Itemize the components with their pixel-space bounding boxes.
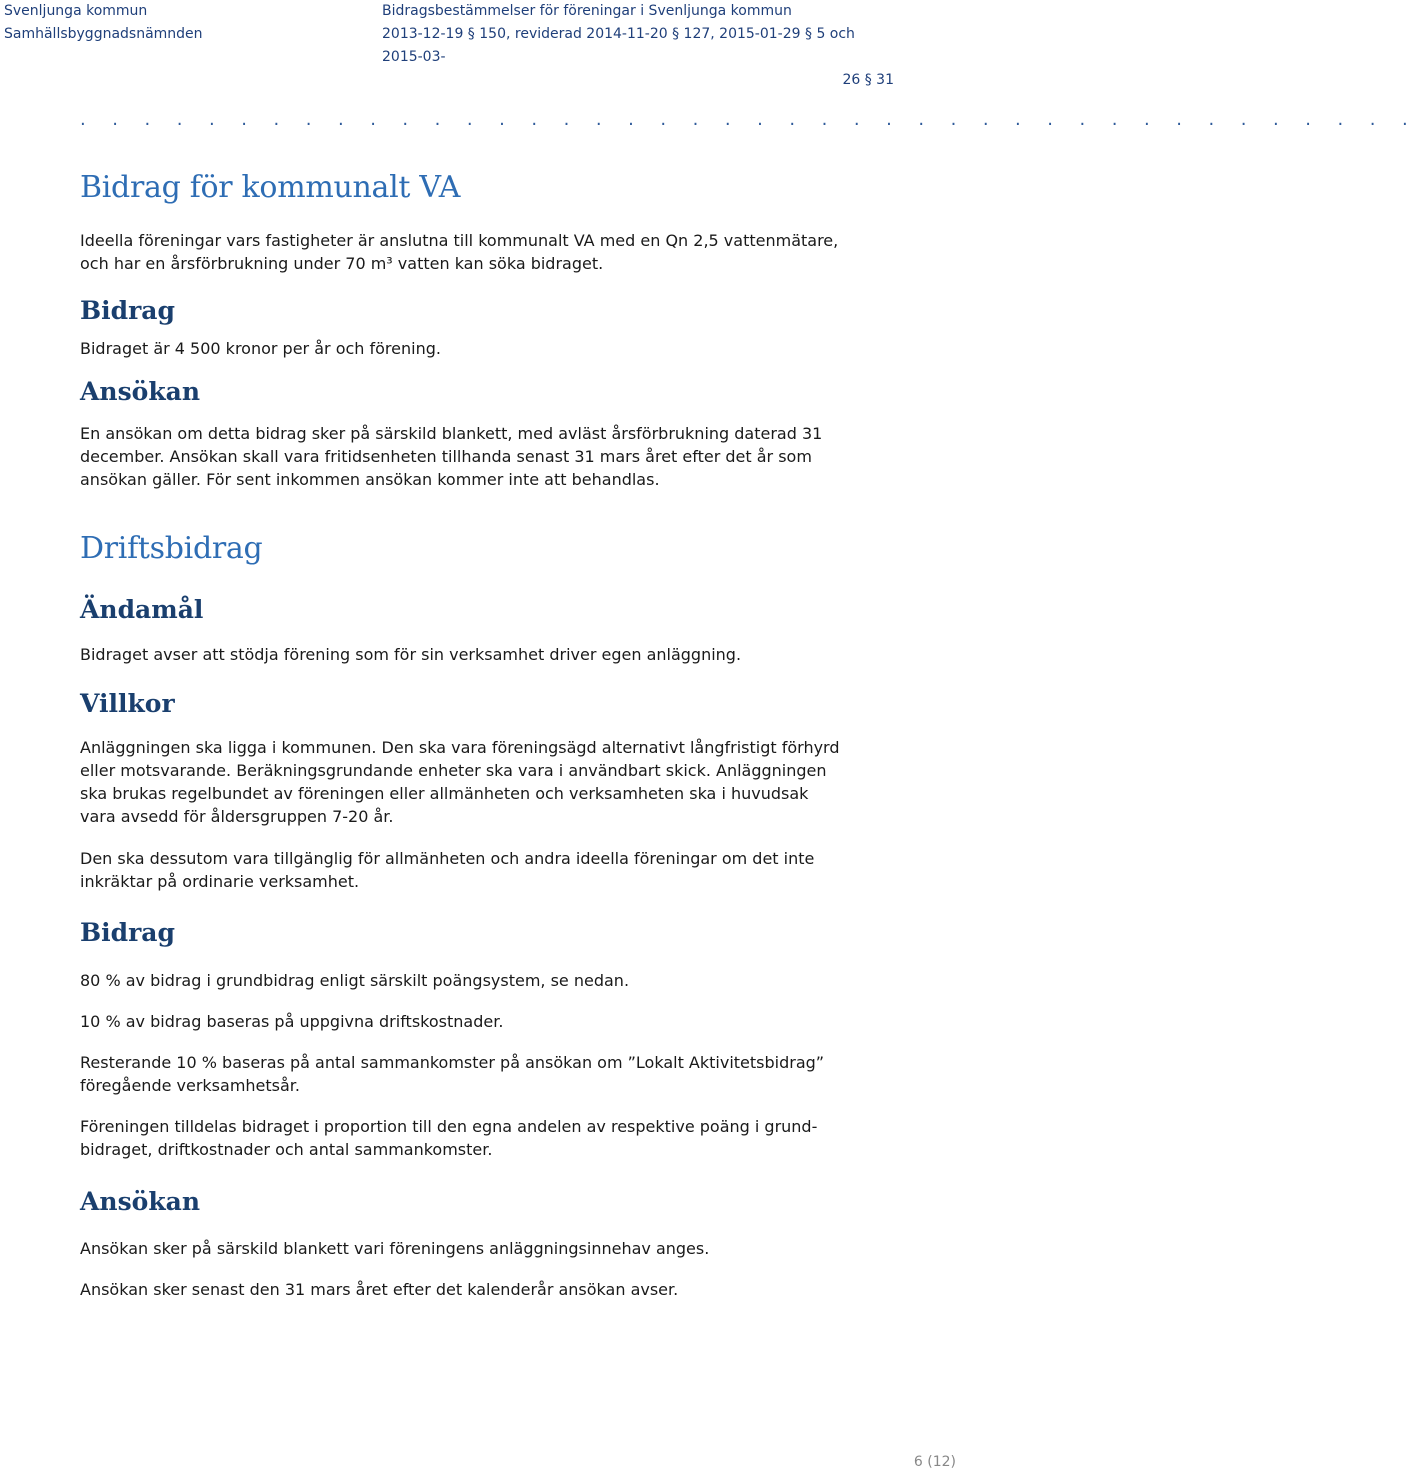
drift-ansokan-heading: Ansökan	[80, 1187, 201, 1216]
header-org: Svenljunga kommun	[4, 3, 148, 19]
page-number: 6 (12)	[913, 1454, 956, 1470]
va-bidrag-paragraph: Bidraget är 4 500 kronor per år och förening.	[80, 339, 441, 358]
drift-villkor-paragraph-1: Anläggningen ska ligga i kommunen. Den ska vara föreningsägd alternativt långfristigt förhyrd eller motsvarande. Beräkningsgrundande enheter ska vara i användbart skick. Anläggningen ska brukas regelbundet av föreningen eller allmänheten och verksamheten ska i huvudsak vara avsedd för åldersgruppen 7-20 år.	[80, 738, 840, 826]
drift-bidrag-paragraph-3: Resterande 10 % baseras på antal sammankomster på ansökan om ”Lokalt Aktivitetsbidrag” föregående verksamhetsår.	[80, 1053, 825, 1095]
drift-villkor-heading: Villkor	[80, 689, 175, 718]
header-doc-title: Bidragsbestämmelser för föreningar i Svenljunga kommun	[382, 3, 792, 19]
header-dept: Samhällsbyggnadsnämnden	[4, 26, 203, 42]
drift-bidrag-heading: Bidrag	[80, 918, 175, 947]
document-body	[80, 165, 840, 1301]
dotted-divider: . . . . . . . . . . . . . . . . . . . . . . . . . . . . . . . . . . . . . . . . . .	[80, 109, 1418, 130]
va-ansokan-heading: Ansökan	[80, 377, 201, 406]
drift-bidrag-paragraph-2: 10 % av bidrag baseras på uppgivna driftskostnader.	[80, 1012, 504, 1031]
va-intro-paragraph: Ideella föreningar vars fastigheter är anslutna till kommunalt VA med en Qn 2,5 vattenmätare, och har en årsförbrukning under 70 m³ vatten kan söka bidraget.	[80, 231, 839, 273]
drift-andamal-heading: Ändamål	[80, 595, 204, 624]
header-doc-ref: 2013-12-19 § 150, reviderad 2014-11-20 § 127, 2015-01-29 § 5 och 2015-03-	[382, 26, 855, 65]
header-doc-ref-cont: 26 § 31	[842, 72, 894, 88]
drift-ansokan-paragraph-2: Ansökan sker senast den 31 mars året efter det kalenderår ansökan avser.	[80, 1280, 679, 1299]
drift-andamal-paragraph: Bidraget avser att stödja förening som för sin verksamhet driver egen anläggning.	[80, 645, 742, 664]
header-left	[4, 0, 203, 46]
drift-bidrag-paragraph-1: 80 % av bidrag i grundbidrag enligt särskilt poängsystem, se nedan.	[80, 971, 630, 990]
section-title-drift: Driftsbidrag	[80, 531, 263, 566]
drift-villkor-paragraph-2: Den ska dessutom vara tillgänglig för allmänheten och andra ideella föreningar om det inte inkräktar på ordinarie verksamhet.	[80, 849, 815, 891]
va-ansokan-paragraph: En ansökan om detta bidrag sker på särskild blankett, med avläst årsförbrukning daterad 31 december. Ansökan skall vara fritidsenheten tillhanda senast 31 mars året efter det år som ansökan gäller. För sent inkommen ansökan kommer inte att behandlas.	[80, 424, 823, 489]
drift-ansokan-paragraph-1: Ansökan sker på särskild blankett vari föreningens anläggningsinnehav anges.	[80, 1239, 710, 1258]
va-bidrag-heading: Bidrag	[80, 296, 175, 325]
section-title-va: Bidrag för kommunalt VA	[80, 170, 461, 205]
header-right	[382, 0, 894, 92]
drift-bidrag-paragraph-4: Föreningen tilldelas bidraget i proportion till den egna andelen av respektive poäng i grund-bidraget, driftkostnader och antal sammankomster.	[80, 1117, 818, 1159]
